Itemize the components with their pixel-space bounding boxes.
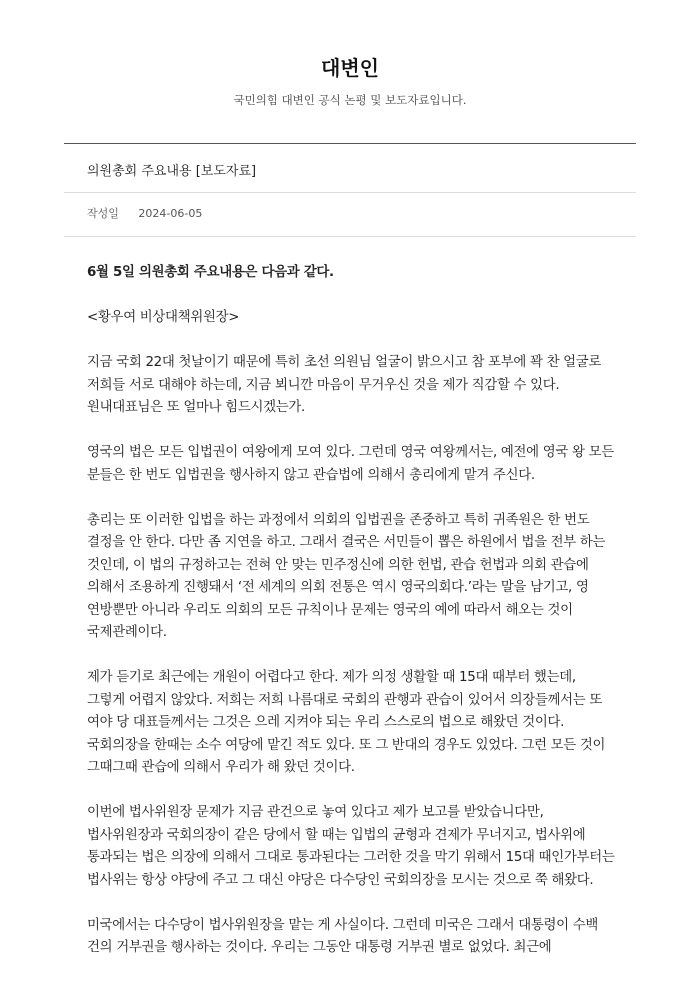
site-title[interactable]: 대변인 (321, 56, 379, 80)
lead-sentence: 6월 5일 의원총회 주요내용은 다음과 같다. (87, 265, 334, 280)
header-divider (64, 143, 636, 144)
body-paragraph: 이번에 법사위원장 문제가 지금 관건으로 놓여 있다고 제가 보고를 받았습니다만, 법사위원장과 국회의장이 같은 당에서 할 때는 입법의 균형과 견제가 무너지고, 법사위에 통과되는 법은 의장에 의해서 그대로 통과된다는 그러한 것을 막기 위해서 15대 때인가부터는 법사위는 항상 야당에 주고 그 대신 야당은 다수당인 국회의장을 모시는 것으로 쭉 해왔다. (87, 805, 615, 888)
title-divider (64, 192, 636, 193)
body-paragraph: 지금 국회 22대 첫날이기 때문에 특히 초선 의원님 얼굴이 밝으시고 참 포부에 꽉 찬 얼굴로 저희들 서로 대해야 하는데, 지금 뵈니깐 마음이 무거우신 것을 제가 직감할 수 있다. 원내대표님은 또 얼마나 힘드시겠는가. (87, 355, 602, 415)
date-label: 작성일 (87, 207, 119, 220)
body-paragraph: 제가 듣기로 최근에는 개원이 어렵다고 한다. 제가 의정 생활할 때 15대 때부터 했는데, 그렇게 어렵지 않았다. 저희는 저희 나름대로 국회의 관행과 관습이 있어서 의장들께서는 또 여야 당 대표들께서는 그것은 으레 지켜야 되는 우리 스스로의 법으로 해왔던 것이다. 국회의장을 한때는 소수 여당에 맡긴 적도 있다. 또 그 반대의 경우도 있었다. 그런 모든 것이 그때그때 관습에 의해서 우리가 해 왔던 것이다. (87, 670, 606, 775)
post-meta (87, 205, 202, 221)
site-description: 국민의힘 대변인 공식 논평 및 보도자료입니다. (233, 93, 467, 107)
meta-divider (64, 236, 636, 237)
body-paragraph: 미국에서는 다수당이 법사위원장을 맡는 게 사실이다. 그런데 미국은 그래서 대통령이 수백 건의 거부권을 행사하는 것이다. 우리는 그동안 대통령 거부권 별로 없었다. 최근에 (87, 917, 599, 955)
post-title: 의원총회 주요내용 [보도자료] (87, 164, 257, 179)
section-heading: <황우여 비상대책위원장> (87, 310, 240, 325)
post-body (87, 262, 615, 982)
body-paragraph: 영국의 법은 모든 입법권이 여왕에게 모여 있다. 그런데 영국 여왕께서는, 예전에 영국 왕 모든 분들은 한 번도 입법권을 행사하지 않고 관습법에 의해서 총리에게 맡겨 주신다. (87, 445, 614, 483)
body-paragraph: 총리는 또 이러한 입법을 하는 과정에서 의회의 입법권을 존중하고 특히 귀족원은 한 번도 결정을 안 한다. 다만 좀 지연을 하고. 그래서 결국은 서민들이 뽑은 하원에서 법을 전부 하는 것인데, 이 법의 규정하고는 전혀 안 맞는 민주정신에 의한 헌법, 관습 헌법과 의회 관습에 의해서 조용하게 진행돼서 ‘전 세계의 의회 전통은 역시 영국의회다.’라는 말을 남기고, 영 연방뿐만 아니라 우리도 의회의 모든 규칙이나 문제는 영국의 예에 따라서 해오는 것이 국제관례이다. (87, 512, 606, 640)
post-date: 2024-06-05 (138, 207, 203, 220)
